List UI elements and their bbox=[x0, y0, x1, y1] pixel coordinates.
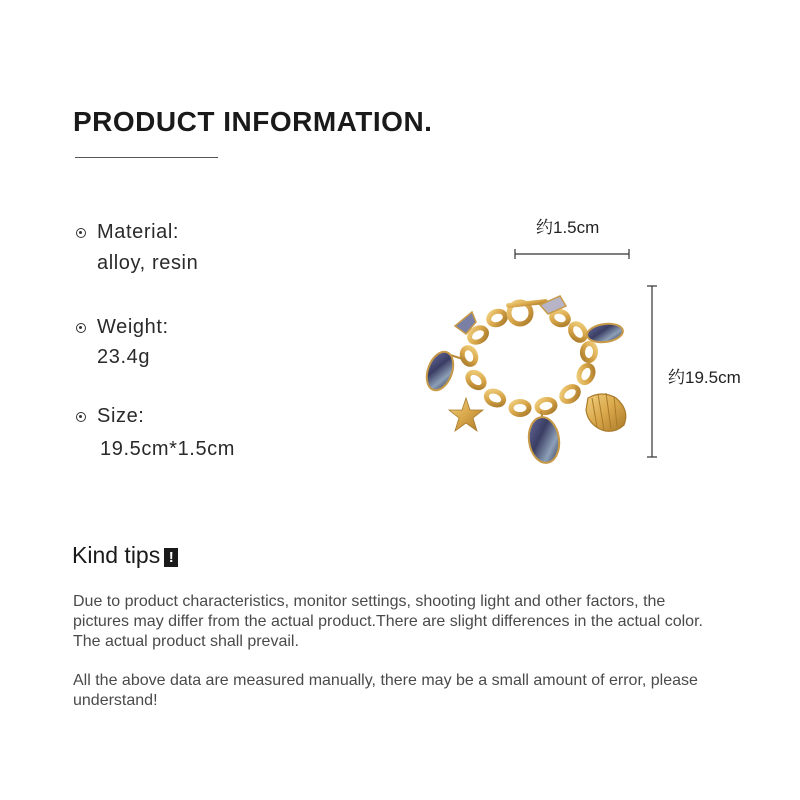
kind-tips-heading bbox=[72, 542, 178, 569]
spec-label: Weight: bbox=[97, 316, 169, 338]
width-dimension-label: 约1.5cm bbox=[536, 218, 600, 237]
abalone-charm-left bbox=[422, 348, 466, 394]
spec-value: 23.4g bbox=[97, 346, 151, 368]
spec-label: Material: bbox=[97, 221, 180, 243]
bracelet-product-image bbox=[400, 240, 680, 480]
circle-dot-icon bbox=[76, 323, 86, 333]
circle-dot-icon bbox=[76, 228, 86, 238]
exclamation-icon: ! bbox=[164, 548, 178, 567]
circle-dot-icon bbox=[76, 412, 86, 422]
starfish-charm bbox=[449, 398, 483, 431]
abalone-charm-bottom bbox=[526, 411, 562, 465]
spec-label: Size: bbox=[97, 405, 145, 427]
scallop-shell-charm bbox=[586, 393, 626, 431]
kind-tips-note: All the above data are measured manually, there may be a small amount of error, please understand! bbox=[73, 672, 698, 709]
kind-tips-note: Due to product characteristics, monitor settings, shooting light and other factors, the pictures may differ from the actual product.There are slight differences in the actual color. The actual product shall prevail. bbox=[73, 593, 703, 650]
spec-value: alloy, resin bbox=[97, 252, 199, 274]
spec-value: 19.5cm*1.5cm bbox=[100, 438, 236, 460]
chain-links bbox=[460, 309, 596, 415]
length-dimension-line bbox=[647, 286, 657, 457]
abalone-charm-top-right bbox=[586, 322, 624, 345]
kind-tips-title: Kind tips bbox=[72, 542, 161, 568]
toggle-clasp bbox=[506, 299, 548, 324]
title-underline bbox=[75, 157, 218, 158]
width-dimension-line bbox=[515, 249, 629, 259]
page-title: PRODUCT INFORMATION. bbox=[73, 106, 433, 137]
length-dimension-label: 约19.5cm bbox=[668, 368, 741, 387]
